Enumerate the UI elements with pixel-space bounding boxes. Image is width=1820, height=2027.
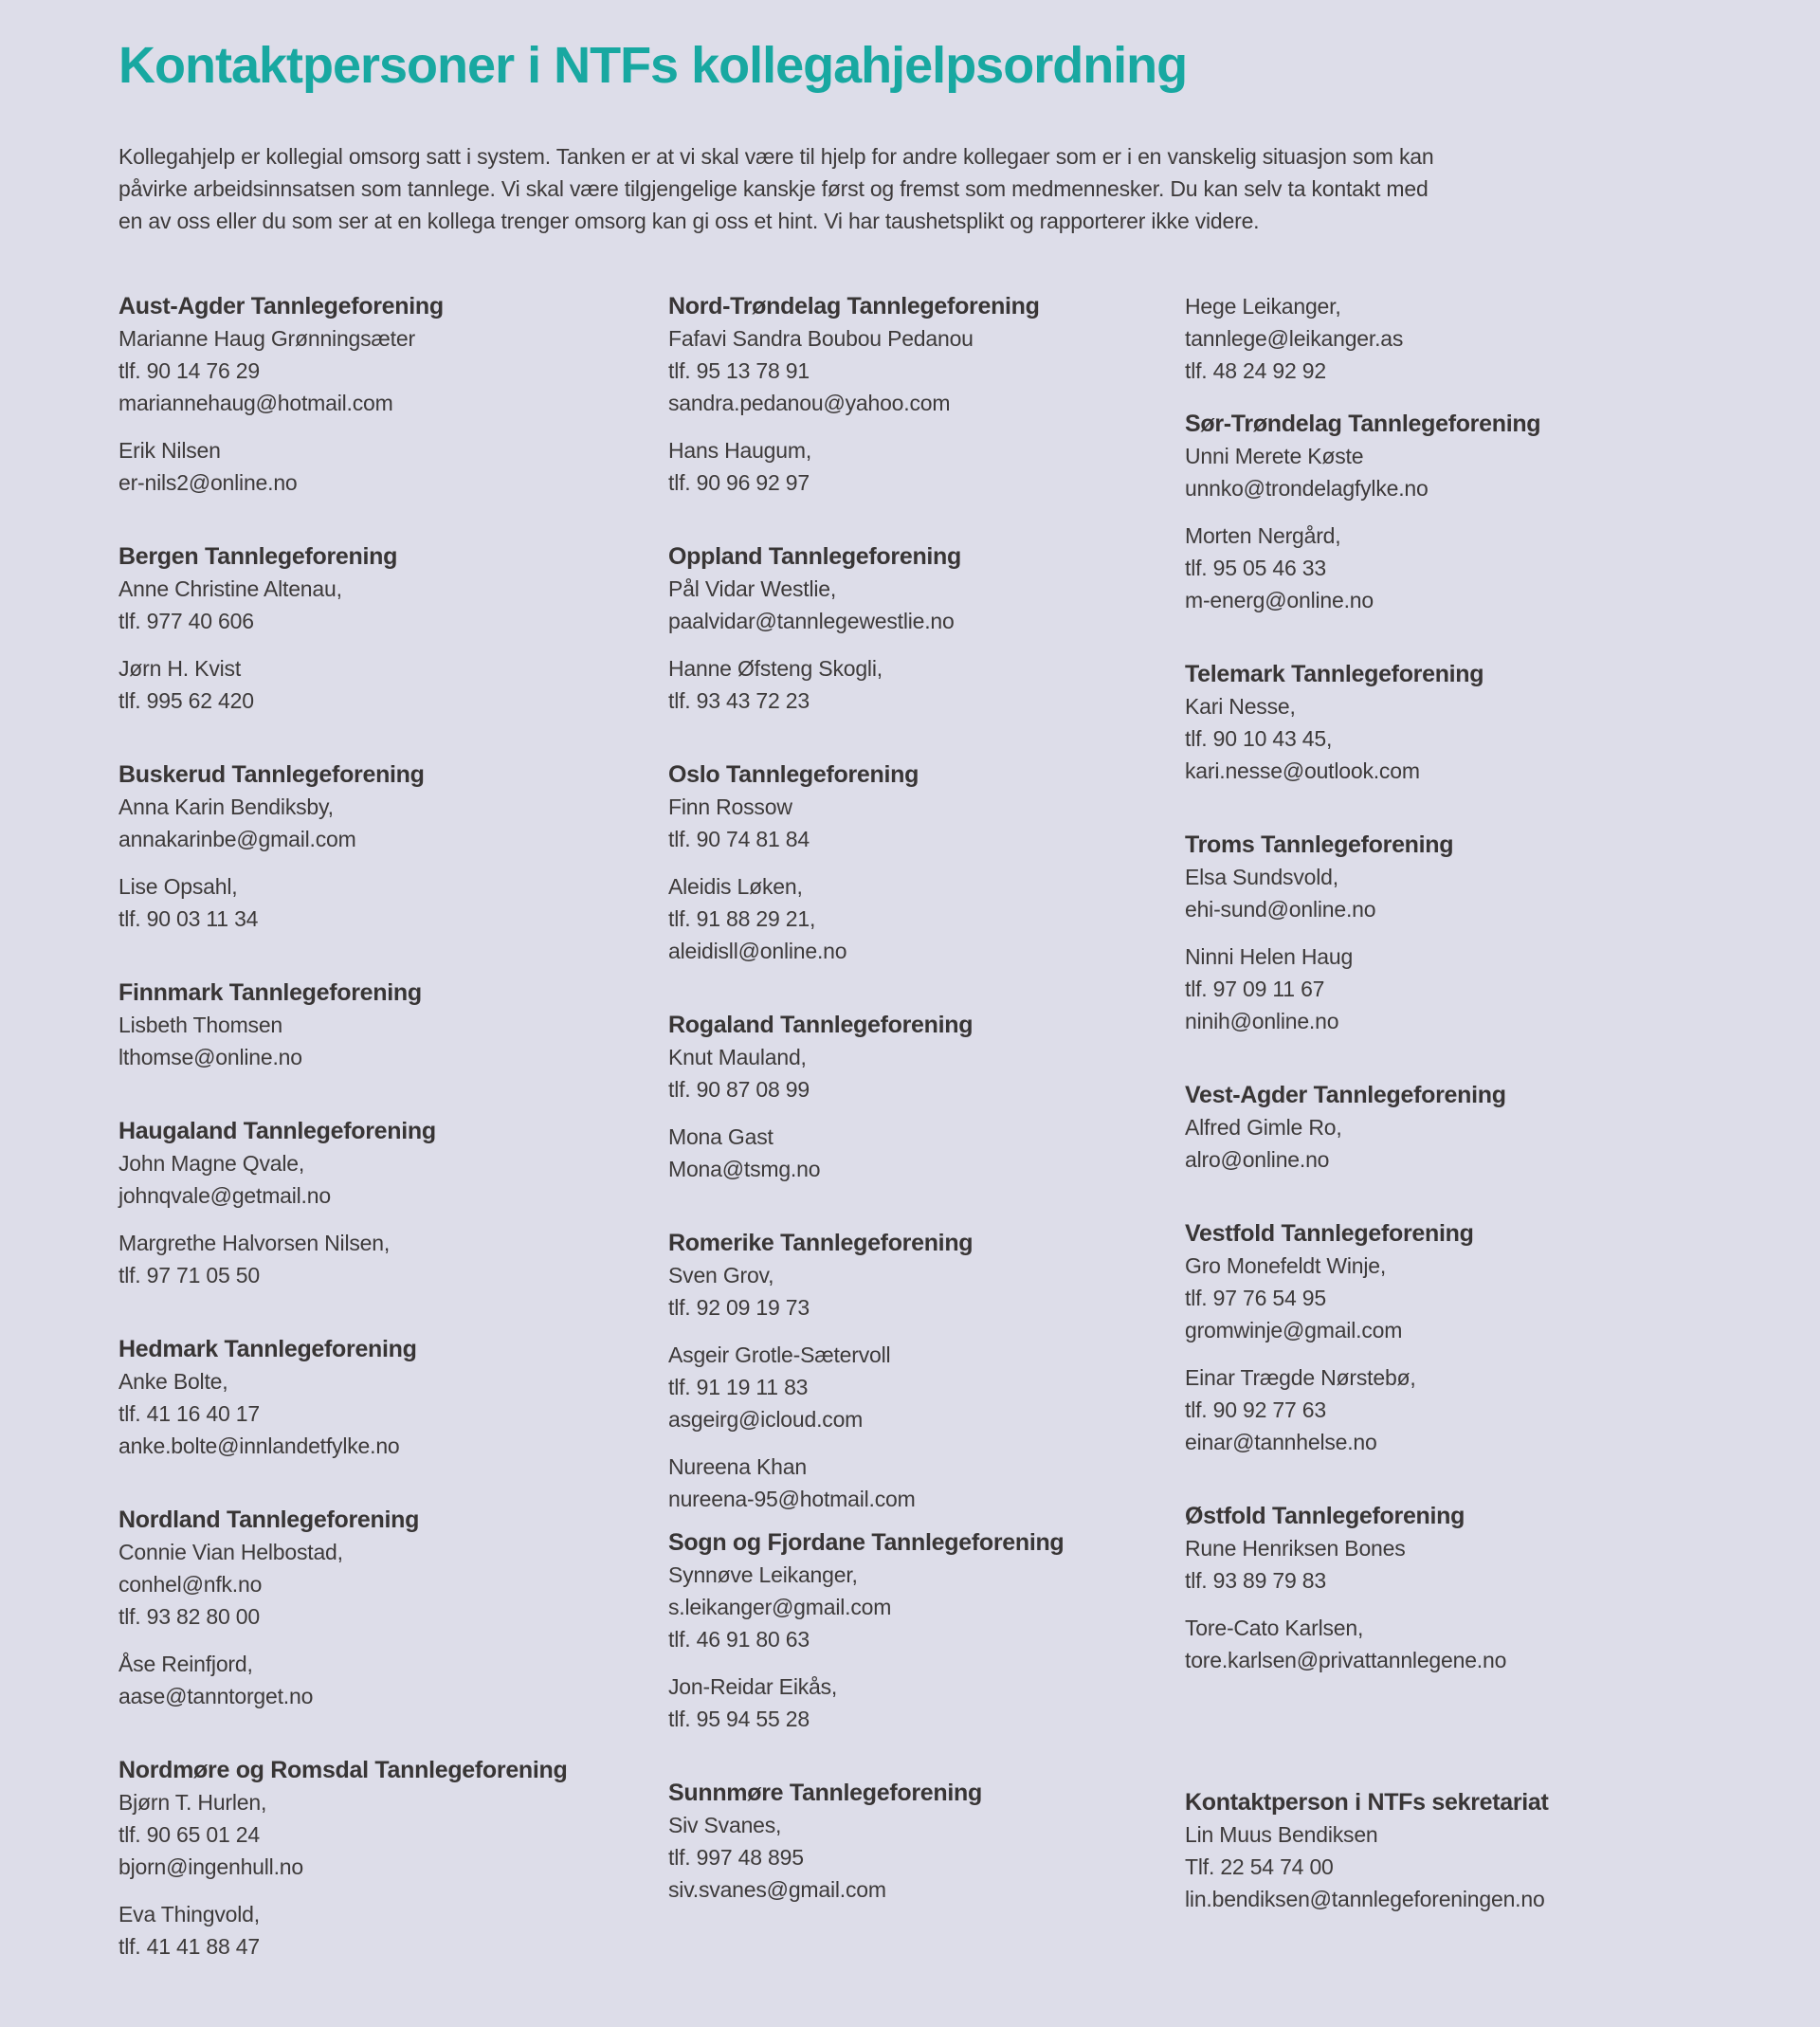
page-title: Kontaktpersoner i NTFs kollegahjelpsordning bbox=[118, 37, 1188, 94]
contact-line: tlf. 90 10 43 45, bbox=[1185, 726, 1333, 751]
association-section bbox=[118, 758, 668, 935]
association-heading: Vest-Agder Tannlegeforening bbox=[1185, 1082, 1506, 1108]
contact-group bbox=[668, 1559, 1185, 1655]
contact-line: Lin Muus Bendiksen bbox=[1185, 1822, 1378, 1847]
association-heading: Romerike Tannlegeforening bbox=[668, 1230, 974, 1256]
association-heading: Aust-Agder Tannlegeforening bbox=[118, 293, 444, 320]
contact-line: siv.svanes@gmail.com bbox=[668, 1877, 886, 1902]
contact-line: lin.bendiksen@tannlegeforeningen.no bbox=[1185, 1887, 1545, 1911]
contact-line: aleidisll@online.no bbox=[668, 939, 847, 963]
contact-line: John Magne Qvale, bbox=[118, 1151, 305, 1176]
contact-line: Asgeir Grotle-Sætervoll bbox=[668, 1342, 891, 1367]
contact-group bbox=[668, 652, 1185, 717]
association-section bbox=[118, 1504, 668, 1712]
association-heading: Kontaktperson i NTFs sekretariat bbox=[1185, 1789, 1549, 1816]
contact-line: tlf. 90 03 11 34 bbox=[118, 906, 259, 931]
contact-line: tlf. 977 40 606 bbox=[118, 609, 254, 633]
contact-line: Kari Nesse, bbox=[1185, 694, 1296, 719]
intro-line: påvirke arbeidsinnsatsen som tannlege. Vi skal være tilgjengelige kanskje først og fremst som medmennesker. Du kan selv ta kontakt med bbox=[118, 176, 1429, 201]
contact-line: einar@tannhelse.no bbox=[1185, 1430, 1377, 1454]
association-heading: Nord-Trøndelag Tannlegeforening bbox=[668, 293, 1040, 320]
contact-line: tlf. 90 92 77 63 bbox=[1185, 1397, 1326, 1422]
contact-group bbox=[1185, 1818, 1716, 1915]
contact-column-3 bbox=[1185, 290, 1716, 1915]
contact-line: tlf. 48 24 92 92 bbox=[1185, 358, 1326, 383]
contact-line: tlf. 995 62 420 bbox=[118, 688, 254, 713]
association-section bbox=[1185, 408, 1716, 616]
contact-group bbox=[668, 1671, 1185, 1735]
contact-line: Marianne Haug Grønningsæter bbox=[118, 326, 415, 351]
contact-columns bbox=[118, 290, 1820, 1963]
association-section bbox=[668, 1009, 1185, 1185]
contact-group bbox=[118, 870, 668, 935]
contact-line: ehi-sund@online.no bbox=[1185, 897, 1376, 922]
contact-line: Connie Vian Helbostad, bbox=[118, 1540, 343, 1564]
contact-line: aase@tanntorget.no bbox=[118, 1684, 314, 1708]
contact-line: tlf. 95 05 46 33 bbox=[1185, 556, 1326, 580]
contact-line: Jørn H. Kvist bbox=[118, 656, 242, 681]
association-heading: Østfold Tannlegeforening bbox=[1185, 1503, 1465, 1529]
contact-group bbox=[118, 1648, 668, 1712]
contact-group bbox=[118, 573, 668, 637]
contact-line: Hans Haugum, bbox=[668, 438, 812, 463]
contact-group bbox=[1185, 690, 1716, 787]
contact-line: Pål Vidar Westlie, bbox=[668, 576, 837, 601]
contact-line: Ninni Helen Haug bbox=[1185, 944, 1354, 969]
contact-line: Anne Christine Altenau, bbox=[118, 576, 342, 601]
association-section bbox=[668, 1526, 1185, 1735]
contact-line: Elsa Sundsvold, bbox=[1185, 865, 1338, 889]
contact-group bbox=[118, 1227, 668, 1291]
contact-line: Anke Bolte, bbox=[118, 1369, 228, 1394]
association-section bbox=[668, 1777, 1185, 1906]
intro-line: Kollegahjelp er kollegial omsorg satt i system. Tanken er at vi skal være til hjelp for andre kollegaer som er i en vanskelig situasjon som kan bbox=[118, 144, 1434, 169]
contact-line: lthomse@online.no bbox=[118, 1045, 302, 1069]
contact-line: alro@online.no bbox=[1185, 1147, 1330, 1172]
contact-group bbox=[1185, 1532, 1716, 1597]
contact-line: sandra.pedanou@yahoo.com bbox=[668, 391, 951, 415]
contact-line: tlf. 90 14 76 29 bbox=[118, 358, 260, 383]
contact-line: johnqvale@getmail.no bbox=[118, 1183, 331, 1208]
contact-group bbox=[1185, 440, 1716, 504]
contact-line: Eva Thingvold, bbox=[118, 1902, 260, 1927]
contact-group bbox=[1185, 520, 1716, 616]
contact-line: Åse Reinfjord, bbox=[118, 1652, 253, 1676]
contact-group bbox=[118, 1009, 668, 1073]
contact-group bbox=[668, 573, 1185, 637]
contact-line: gromwinje@gmail.com bbox=[1185, 1318, 1403, 1342]
contact-group bbox=[118, 1786, 668, 1883]
association-section bbox=[118, 290, 668, 499]
intro-paragraph bbox=[118, 140, 1820, 237]
contact-group bbox=[118, 791, 668, 855]
contact-group bbox=[668, 322, 1185, 419]
intro-line: en av oss eller du som ser at en kollega trenger omsorg kan gi oss et hint. Vi har taushetsplikt og rapporterer ikke videre. bbox=[118, 209, 1260, 233]
contact-line: Sven Grov, bbox=[668, 1263, 774, 1287]
association-heading: Sør-Trøndelag Tannlegeforening bbox=[1185, 411, 1541, 437]
contact-line: Mona Gast bbox=[668, 1124, 774, 1149]
contact-line: Fafavi Sandra Boubou Pedanou bbox=[668, 326, 974, 351]
association-section bbox=[118, 1115, 668, 1291]
contact-group bbox=[1185, 1250, 1716, 1346]
contact-line: tlf. 91 19 11 83 bbox=[668, 1375, 809, 1399]
contact-line: tlf. 97 71 05 50 bbox=[118, 1263, 260, 1287]
contact-line: tlf. 93 89 79 83 bbox=[1185, 1568, 1326, 1593]
association-heading: Hedmark Tannlegeforening bbox=[118, 1336, 417, 1362]
contact-group bbox=[668, 1451, 1185, 1515]
association-heading: Troms Tannlegeforening bbox=[1185, 831, 1454, 858]
association-section bbox=[118, 540, 668, 717]
contact-line: tlf. 91 88 29 21, bbox=[668, 906, 816, 931]
contact-line: Finn Rossow bbox=[668, 794, 792, 819]
contact-group bbox=[1185, 861, 1716, 925]
contact-line: s.leikanger@gmail.com bbox=[668, 1595, 892, 1619]
contact-line: tlf. 41 41 88 47 bbox=[118, 1934, 260, 1959]
contact-line: ninih@online.no bbox=[1185, 1009, 1339, 1033]
contact-line: Nureena Khan bbox=[668, 1454, 807, 1479]
contact-line: Gro Monefeldt Winje, bbox=[1185, 1253, 1387, 1278]
association-section bbox=[1185, 1217, 1716, 1458]
association-heading: Finnmark Tannlegeforening bbox=[118, 979, 422, 1006]
association-section bbox=[118, 977, 668, 1073]
association-heading: Vestfold Tannlegeforening bbox=[1185, 1220, 1474, 1247]
contact-line: tlf. 95 13 78 91 bbox=[668, 358, 810, 383]
contact-group bbox=[118, 1898, 668, 1963]
contact-line: m-energ@online.no bbox=[1185, 588, 1374, 612]
contact-line: Rune Henriksen Bones bbox=[1185, 1536, 1406, 1561]
association-section bbox=[668, 1227, 1185, 1515]
association-heading: Bergen Tannlegeforening bbox=[118, 543, 398, 570]
association-section bbox=[1185, 658, 1716, 787]
contact-line: tlf. 41 16 40 17 bbox=[118, 1401, 260, 1426]
contact-group bbox=[118, 652, 668, 717]
association-section bbox=[668, 290, 1185, 499]
association-section bbox=[668, 540, 1185, 717]
contact-line: er-nils2@online.no bbox=[118, 470, 298, 495]
contact-group bbox=[1185, 1361, 1716, 1458]
contact-group bbox=[1185, 940, 1716, 1037]
association-section bbox=[118, 1333, 668, 1462]
contact-line: asgeirg@icloud.com bbox=[668, 1407, 864, 1432]
association-section bbox=[1185, 290, 1716, 387]
contact-line: tlf. 90 87 08 99 bbox=[668, 1077, 810, 1102]
contact-line: nureena-95@hotmail.com bbox=[668, 1487, 916, 1511]
contact-line: Aleidis Løken, bbox=[668, 874, 803, 899]
contact-group bbox=[1185, 1111, 1716, 1176]
contact-group bbox=[1185, 1612, 1716, 1676]
contact-group bbox=[668, 870, 1185, 967]
contact-group bbox=[118, 322, 668, 419]
contact-line: Synnøve Leikanger, bbox=[668, 1562, 858, 1587]
contact-line: Einar Trægde Nørstebø, bbox=[1185, 1365, 1416, 1390]
association-section bbox=[668, 758, 1185, 967]
contact-line: conhel@nfk.no bbox=[118, 1572, 263, 1597]
contact-line: tlf. 92 09 19 73 bbox=[668, 1295, 810, 1320]
contact-column-2 bbox=[668, 290, 1185, 1906]
contact-line: tlf. 97 09 11 67 bbox=[1185, 977, 1325, 1001]
contact-group bbox=[668, 1809, 1185, 1906]
association-section bbox=[1185, 1079, 1716, 1176]
contact-line: Lise Opsahl, bbox=[118, 874, 238, 899]
contact-line: tlf. 46 91 80 63 bbox=[668, 1627, 810, 1652]
association-heading: Oppland Tannlegeforening bbox=[668, 543, 961, 570]
contact-line: unnko@trondelagfylke.no bbox=[1185, 476, 1429, 501]
contact-line: tannlege@leikanger.as bbox=[1185, 326, 1404, 351]
association-section bbox=[118, 1754, 668, 1963]
contact-column-1 bbox=[118, 290, 668, 1963]
association-section bbox=[1185, 829, 1716, 1037]
contact-line: tlf. 90 74 81 84 bbox=[668, 827, 810, 851]
contact-line: Hege Leikanger, bbox=[1185, 294, 1341, 319]
contact-group bbox=[118, 1536, 668, 1633]
association-heading: Haugaland Tannlegeforening bbox=[118, 1118, 436, 1144]
contact-line: Alfred Gimle Ro, bbox=[1185, 1115, 1342, 1140]
contact-line: Tlf. 22 54 74 00 bbox=[1185, 1854, 1334, 1879]
association-heading: Nordmøre og Romsdal Tannlegeforening bbox=[118, 1757, 568, 1783]
contact-line: Hanne Øfsteng Skogli, bbox=[668, 656, 883, 681]
association-heading: Oslo Tannlegeforening bbox=[668, 761, 919, 788]
contact-line: Bjørn T. Hurlen, bbox=[118, 1790, 267, 1815]
contact-line: Jon-Reidar Eikås, bbox=[668, 1674, 838, 1699]
association-heading: Rogaland Tannlegeforening bbox=[668, 1012, 974, 1038]
contact-line: Morten Nergård, bbox=[1185, 523, 1341, 548]
contact-group bbox=[668, 1339, 1185, 1435]
contact-line: Lisbeth Thomsen bbox=[118, 1013, 283, 1037]
contact-line: tlf. 93 43 72 23 bbox=[668, 688, 810, 713]
contact-line: tlf. 97 76 54 95 bbox=[1185, 1286, 1326, 1310]
association-heading: Telemark Tannlegeforening bbox=[1185, 661, 1484, 687]
contact-line: tore.karlsen@privattannlegene.no bbox=[1185, 1648, 1507, 1672]
contact-group bbox=[668, 1041, 1185, 1105]
contact-group bbox=[118, 1147, 668, 1212]
association-section bbox=[1185, 1500, 1716, 1676]
contact-line: Margrethe Halvorsen Nilsen, bbox=[118, 1231, 391, 1255]
contact-group bbox=[668, 434, 1185, 499]
contact-line: mariannehaug@hotmail.com bbox=[118, 391, 393, 415]
contact-line: Tore-Cato Karlsen, bbox=[1185, 1616, 1364, 1640]
contact-line: anke.bolte@innlandetfylke.no bbox=[118, 1434, 400, 1458]
contact-line: tlf. 93 82 80 00 bbox=[118, 1604, 260, 1629]
contact-line: kari.nesse@outlook.com bbox=[1185, 758, 1420, 783]
association-heading: Nordland Tannlegeforening bbox=[118, 1507, 420, 1533]
contact-line: tlf. 90 65 01 24 bbox=[118, 1822, 260, 1847]
contact-group bbox=[118, 434, 668, 499]
contact-line: annakarinbe@gmail.com bbox=[118, 827, 356, 851]
association-section bbox=[1185, 1786, 1716, 1915]
contact-line: Siv Svanes, bbox=[668, 1813, 782, 1837]
contact-group bbox=[668, 791, 1185, 855]
association-heading: Sunnmøre Tannlegeforening bbox=[668, 1780, 982, 1806]
contact-line: Unni Merete Køste bbox=[1185, 444, 1364, 468]
contact-line: Knut Mauland, bbox=[668, 1045, 807, 1069]
contact-line: Erik Nilsen bbox=[118, 438, 221, 463]
contact-group bbox=[118, 1365, 668, 1462]
contact-line: Anna Karin Bendiksby, bbox=[118, 794, 334, 819]
contact-line: Mona@tsmg.no bbox=[668, 1157, 821, 1181]
contact-group bbox=[668, 1259, 1185, 1324]
contact-line: tlf. 90 96 92 97 bbox=[668, 470, 810, 495]
association-heading: Buskerud Tannlegeforening bbox=[118, 761, 425, 788]
contact-group bbox=[668, 1121, 1185, 1185]
contact-line: tlf. 95 94 55 28 bbox=[668, 1707, 810, 1731]
contact-line: tlf. 997 48 895 bbox=[668, 1845, 804, 1870]
association-heading: Sogn og Fjordane Tannlegeforening bbox=[668, 1529, 1065, 1556]
contact-line: paalvidar@tannlegewestlie.no bbox=[668, 609, 955, 633]
contact-line: bjorn@ingenhull.no bbox=[118, 1854, 303, 1879]
contact-group bbox=[1185, 290, 1716, 387]
